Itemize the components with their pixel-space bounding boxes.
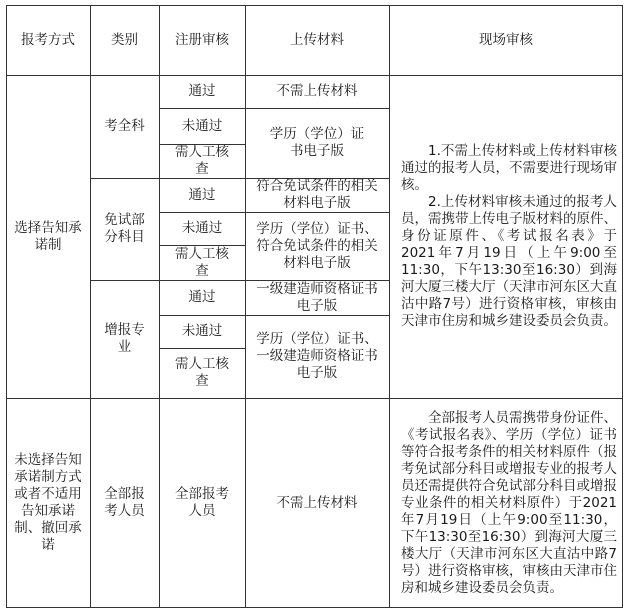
category-exempt-subjects: 免试部分科目 xyxy=(104,212,145,245)
method-no-commitment: 未选择告知承诺制方式或者不适用告知承诺制、撤回承诺 xyxy=(14,452,82,553)
onsite-commitment xyxy=(389,75,623,398)
category-all-subjects: 考全科 xyxy=(104,118,145,134)
review-fail: 未通过 xyxy=(181,220,223,236)
review-pass: 通过 xyxy=(188,289,216,305)
header-reg-review: 注册审核 xyxy=(175,31,229,48)
onsite-paragraph-2: 2.上传材料审核未通过的报考人员，需携带上传电子版材料的原件、身份证原件、《考试报名表》于2021年7月19日（上午9:00至11:30，下午13:30至16:30）到海河大厦三楼大厅（天津市河东区大直沽中路7号）进行资格审核，审核由天津市住房和城乡建设委员会负责。 xyxy=(401,194,617,329)
upload-diploma-constructor: 学历（学位）证书、一级建造师资格证书电子版 xyxy=(256,331,378,381)
category-add-specialty: 增报专业 xyxy=(104,322,145,355)
header-onsite: 现场审核 xyxy=(479,31,533,48)
method-commitment: 选择告知承诺制 xyxy=(14,219,82,253)
review-pass: 通过 xyxy=(188,186,216,203)
review-manual: 需人工核查 xyxy=(175,356,229,389)
review-all-applicants: 全部报考人员 xyxy=(175,486,229,519)
upload-constructor-cert: 一级建造师资格证书电子版 xyxy=(256,280,378,314)
review-manual: 需人工核查 xyxy=(175,144,229,177)
upload-none: 不需上传材料 xyxy=(276,494,358,511)
category-all-applicants: 全部报考人员 xyxy=(104,486,145,519)
review-manual: 需人工核查 xyxy=(175,245,229,279)
review-fail: 未通过 xyxy=(181,323,223,339)
header-upload: 上传材料 xyxy=(290,31,344,48)
header-category: 类别 xyxy=(111,31,138,48)
exam-review-table xyxy=(6,5,623,608)
onsite-paragraph-1: 1.不需上传材料或上传材料审核通过的报考人员，不需要进行现场审核。 xyxy=(401,143,617,193)
onsite-paragraph-all: 全部报考人员需携带身份证件、《考试报名表》、学历（学位）证书等符合报考条件的相关材料原件（报考免试部分科目或增报专业的报考人员还需提供符合免试部分科目或增报专业条件的相关材料原件）于2021年7月19日（上午9:00至11:30，下午13:30至16:30）到海河大厦三楼大厅（天津市河东区大直沽中路7号）进行资格审核，审核由天津市住房和城乡建设委员会负责。 xyxy=(401,409,617,596)
upload-diploma-exempt: 学历（学位）证书、符合免试条件的相关材料电子版 xyxy=(256,220,378,271)
review-pass: 通过 xyxy=(188,83,216,99)
header-method: 报考方式 xyxy=(21,31,75,48)
upload-none: 不需上传材料 xyxy=(276,83,358,99)
onsite-all-applicants xyxy=(389,398,623,608)
upload-exempt-materials: 符合免试条件的相关材料电子版 xyxy=(256,178,378,211)
upload-diploma: 学历（学位）证书电子版 xyxy=(269,126,365,159)
review-fail: 未通过 xyxy=(181,117,223,134)
